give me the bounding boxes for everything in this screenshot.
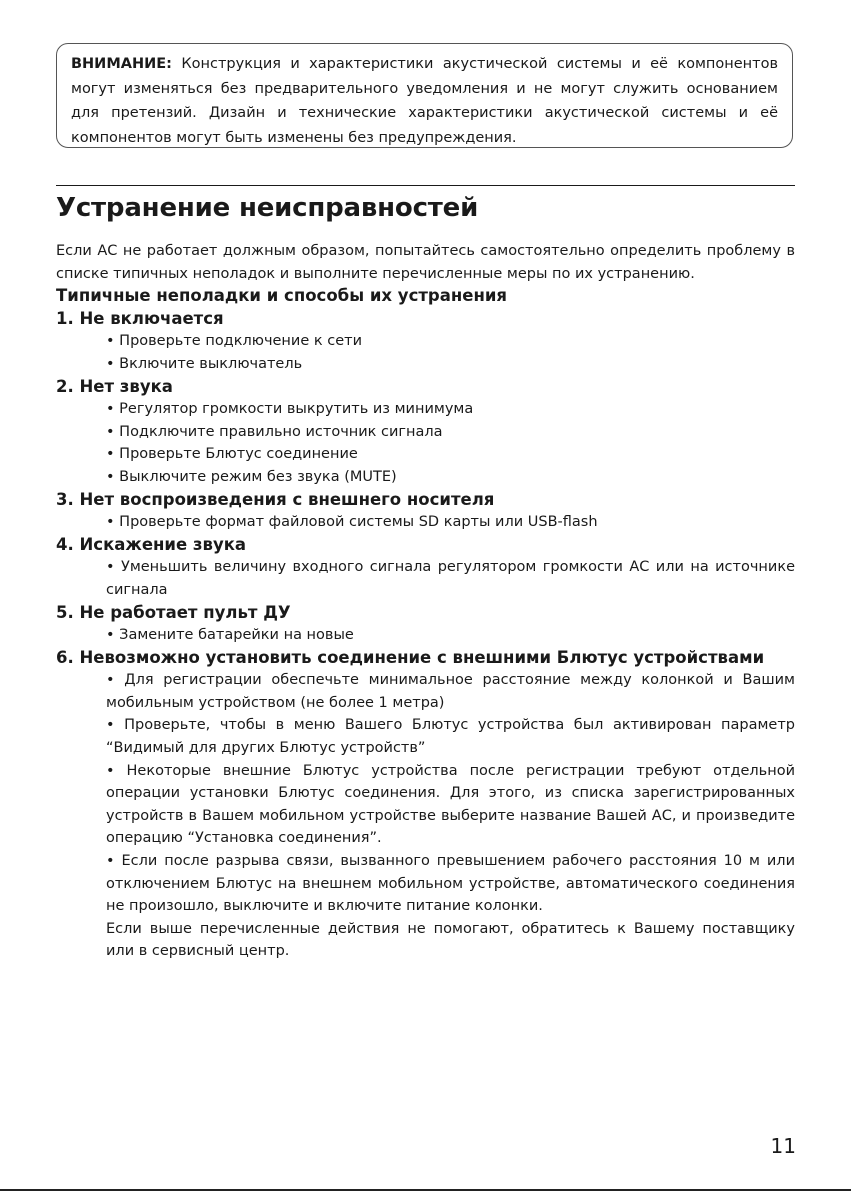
list-item: • Замените батарейки на новые [106, 627, 354, 644]
closing-note: Если выше перечисленные действия не помогают, обратитесь к Вашему поставщику или в сервисный центр. [106, 920, 795, 960]
problem-section [56, 376, 795, 489]
list-item: • Проверьте формат файловой системы SD карты или USB-flash [106, 514, 598, 531]
warning-box [56, 43, 793, 148]
section-subtitle: Типичные неполадки и способы их устранения [56, 286, 508, 306]
problem-items [56, 511, 795, 534]
problem-items [56, 330, 795, 375]
problem-items [56, 398, 795, 488]
list-item: • Для регистрации обеспечьте минимальное расстояние между колонкой и Вашим мобильным устройством (не более 1 метра) [106, 672, 795, 711]
page-number: 11 [770, 1134, 796, 1158]
title-divider [56, 185, 795, 186]
problem-section [56, 602, 795, 647]
problem-section [56, 308, 795, 376]
problem-items [56, 669, 795, 963]
intro-paragraph: Если АС не работает должным образом, попытайтесь самостоятельно определить проблему в списке типичных неполадок и выполните перечисленные меры по их устранению. [56, 243, 795, 282]
problem-section [56, 489, 795, 534]
list-item: • Уменьшить величину входного сигнала регулятором громкости АС или на источнике сигнала [106, 559, 795, 598]
list-item: • Проверьте подключение к сети [106, 333, 362, 350]
problem-items [56, 624, 795, 647]
list-item: • Подключите правильно источник сигнала [106, 423, 443, 440]
list-item: • Выключите режим без звука (MUTE) [106, 468, 397, 485]
problem-title: 1. Не включается [56, 308, 224, 328]
list-item: • Включите выключатель [106, 355, 303, 372]
problem-section [56, 534, 795, 602]
problem-items [56, 556, 795, 601]
warning-label: ВНИМАНИЕ: [71, 56, 172, 72]
problem-title: 4. Искажение звука [56, 534, 247, 554]
list-item: • Если после разрыва связи, вызванного превышением рабочего расстояния 10 м или отключением Блютус на внешнем мобильном устройстве, автоматического соединения не произошло, выключите и включите питание колонки. [106, 853, 795, 915]
list-item: • Проверьте, чтобы в меню Вашего Блютус устройства был активирован параметр “Видимый для других Блютус устройств” [106, 717, 795, 757]
warning-text: Конструкция и характеристики акустической системы и её компонентов могут изменяться без предварительного уведомления и не могут служить основанием для претензий. Дизайн и технические характеристики акустической системы и её компонентов могут быть изменены без предупреждения. [71, 56, 779, 146]
page-title: Устранение неисправностей [56, 193, 479, 223]
problem-title: 5. Не работает пульт ДУ [56, 602, 291, 622]
problem-section [56, 647, 795, 963]
list-item: • Регулятор громкости выкрутить из минимума [106, 401, 474, 418]
problem-title: 3. Нет воспроизведения с внешнего носителя [56, 489, 495, 509]
list-item: • Проверьте Блютус соединение [106, 446, 358, 463]
problem-title: 6. Невозможно установить соединение с внешними Блютус устройствами [56, 647, 765, 667]
troubleshooting-content [56, 240, 795, 963]
problem-title: 2. Нет звука [56, 376, 173, 396]
list-item: • Некоторые внешние Блютус устройства после регистрации требуют отдельной операции установки Блютус соединения. Для этого, из списка зарегистрированных устройств в Вашем мобильном устройстве выберите название Вашей АС, и произведите операцию “Установка соединения”. [106, 762, 795, 847]
